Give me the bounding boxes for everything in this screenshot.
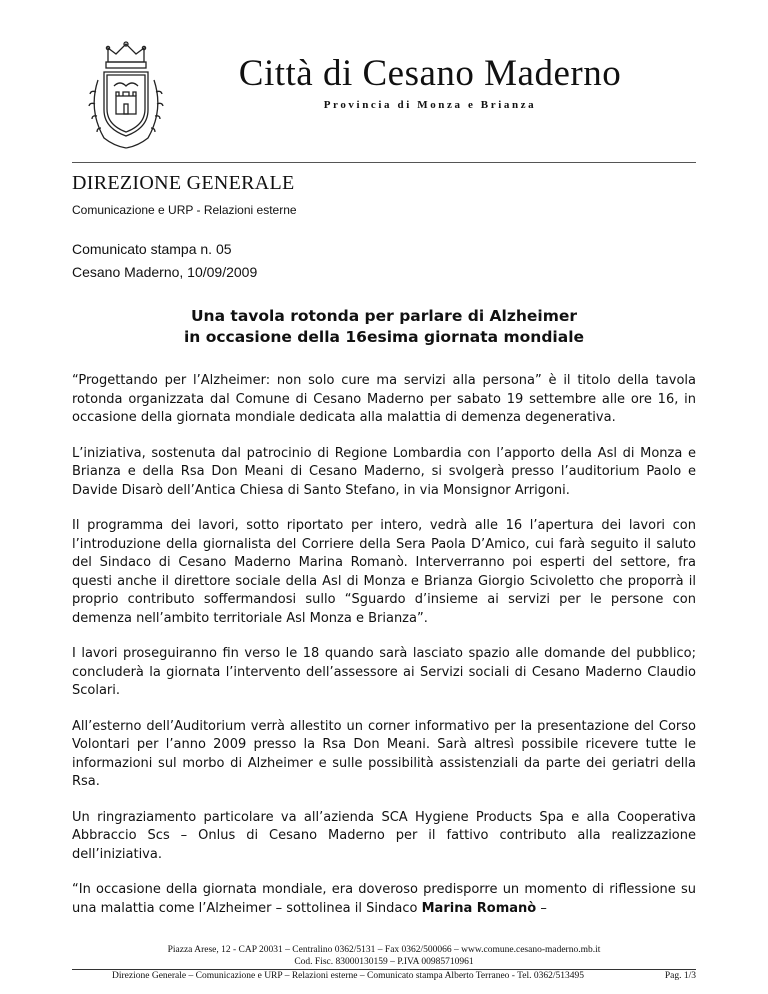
department-label: Comunicazione e URP - Relazioni esterne [72, 203, 297, 217]
city-coat-of-arms-icon [78, 40, 174, 152]
header-divider [72, 162, 696, 163]
paragraph: All’esterno dell’Auditorium verrà allestito un corner informativo per la presentazione del Corso Volontari per l’anno 2009 presso la Rsa Don Meani. Sarà altresì possibile ricevere tutte le informazioni sul morbo di Alzheimer e sulle possibilità assistenziali da parte dei geriatri della Rsa. [72, 718, 696, 789]
footer-contact: Direzione Generale – Comunicazione e URP – Relazioni esterne – Comunicato stampa Alberto Terraneo - Tel. 0362/513495 [112, 971, 585, 981]
paragraph: L’iniziativa, sostenuta dal patrocinio di Regione Lombardia con l’apporto della Asl di Monza e Brianza e della Rsa Don Meani di Cesano Maderno, si svolgerà presso l’auditorium Paolo e Davide Disarò dell’Antica Chiesa di Santo Stefano, in via Monsignor Arrigoni. [72, 445, 696, 498]
paragraph [72, 881, 696, 918]
paragraph-text: “In occasione della giornata mondiale, era doveroso predisporre un momento di riflessione su una malattia come l’Alzheimer – sottolinea il Sindaco [72, 882, 696, 916]
headline [72, 306, 696, 348]
paragraph: “Progettando per l’Alzheimer: non solo cure ma servizi alla persona” è il titolo della tavola rotonda organizzata dal Comune di Cesano Maderno per sabato 19 settembre alle ore 16, in occasione della giornata mondiale dedicata alla malattia di demenza degenerativa. [72, 373, 696, 425]
headline-line-2: in occasione della 16esima giornata mondiale [183, 328, 585, 346]
footer-address: Piazza Arese, 12 - CAP 20031 – Centralino 0362/5131 – Fax 0362/500066 – www.comune.cesano-maderno.mb.it [167, 945, 601, 955]
paragraph: Un ringraziamento particolare va all’azienda SCA Hygiene Products Spa e alla Cooperativa Abbraccio Scs – Onlus di Cesano Maderno per il fattivo contributo alla realizzazione dell’iniziativa. [72, 809, 696, 862]
province-subtitle: Provincia di Monza e Brianza [323, 99, 537, 111]
paragraph: Il programma dei lavori, sotto riportato per intero, vedrà alle 16 l’apertura dei lavori con l’introduzione della giornalista del Corriere della Sera Paola D’Amico, cui farà seguito il saluto del Sindaco di Cesano Maderno Marina Romanò. Interverranno poi esperti del settore, fra questi anche il direttore sociale della Asl di Monza e Brianza Giorgio Scivoletto che proporrà il proprio contributo soffermandosi sullo “Sguardo d’insieme ai servizi per le persone con demenza nell’ambito territoriale Asl Monza e Brianza”. [72, 518, 696, 626]
city-title: Città di Cesano Maderno [238, 53, 622, 94]
section-title: DIREZIONE GENERALE [72, 172, 295, 194]
mayor-name: Marina Romanò [421, 900, 537, 916]
place-date: Cesano Maderno, 10/09/2009 [72, 264, 258, 280]
article-body [72, 372, 696, 935]
footer-fiscal: Cod. Fisc. 83000130159 – P.IVA 00985710961 [294, 957, 474, 967]
paragraph-text-end: – [536, 900, 547, 916]
headline-line-1: Una tavola rotonda per parlare di Alzheimer [190, 307, 578, 325]
press-release-number: Comunicato stampa n. 05 [72, 241, 232, 257]
footer-divider [72, 969, 696, 970]
page-number: Pag. 1/3 [664, 971, 696, 981]
footer [72, 944, 696, 968]
paragraph: I lavori proseguiranno fin verso le 18 quando sarà lasciato spazio alle domande del pubblico; concluderà la giornata l’intervento dell’assessore ai Servizi sociali di Cesano Maderno Claudio Scolari. [72, 646, 696, 698]
